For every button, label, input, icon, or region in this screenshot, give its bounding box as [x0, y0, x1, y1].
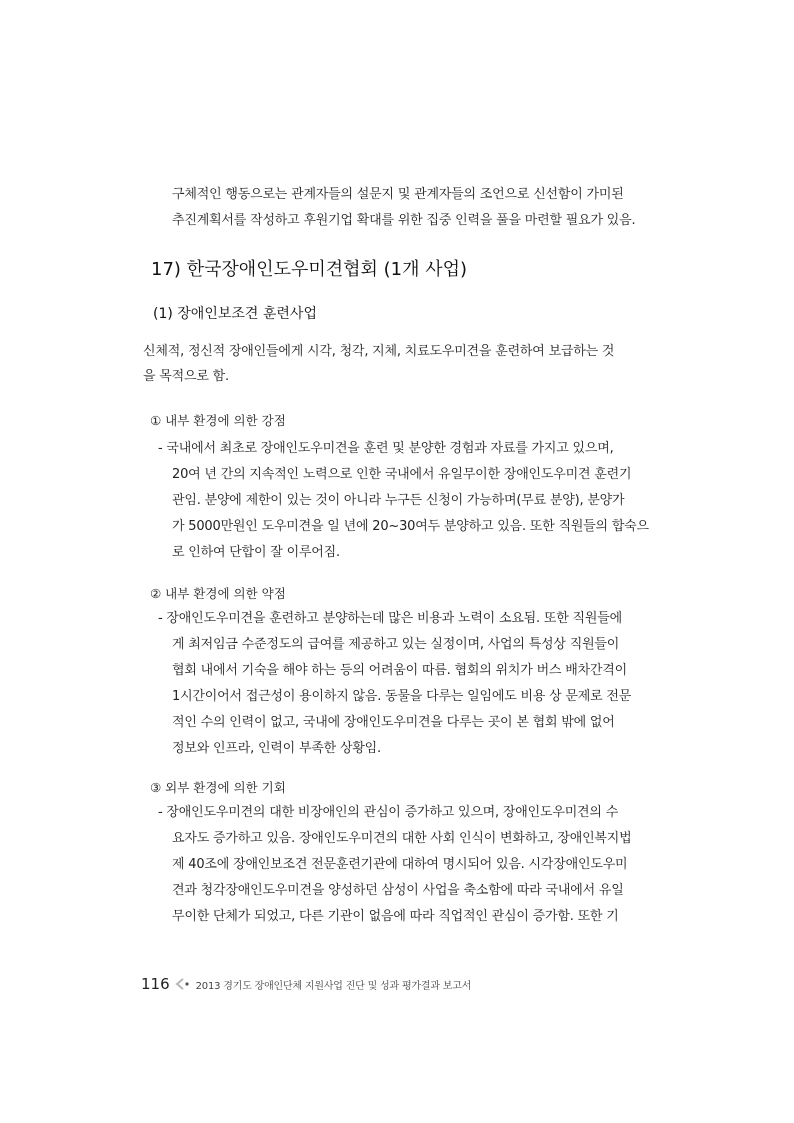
strengths-title: ① 내부 환경에 의한 강점: [150, 413, 286, 428]
weaknesses-title: ② 내부 환경에 의한 약점: [150, 586, 286, 601]
strengths-line: 가 5000만원인 도우미견을 일 년에 20~30여두 분양하고 있음. 또한 직원들의 합숙으: [172, 519, 649, 534]
weaknesses-line: 협회 내에서 기숙을 해야 하는 등의 어려움이 따름. 협회의 위치가 버스 배차간격이: [172, 663, 628, 678]
weaknesses-line: 게 최저임금 수준정도의 급여를 제공하고 있는 실정이며, 사업의 특성상 직원들이: [172, 637, 620, 652]
page-footer: [141, 973, 471, 995]
purpose-line: 신체적, 정신적 장애인들에게 시각, 청각, 지체, 치료도우미견을 훈련하여 보급하는 것: [143, 344, 615, 359]
footer-title: 2013 경기도 장애인단체 지원사업 진단 및 성과 평가결과 보고서: [195, 980, 472, 992]
strengths-line: 관임. 분양에 제한이 있는 것이 아니라 누구든 신청이 가능하며(무료 분양), 분양가: [172, 493, 625, 508]
opportunities-line: 무이한 단체가 되었고, 다른 기관이 없음에 따라 직업적인 관심이 증가함. 또한 기: [172, 909, 619, 924]
intro-line: 추진계획서를 작성하고 후원기업 확대를 위한 집중 인력을 풀을 마련할 필요가 있음.: [172, 213, 636, 228]
strengths-line: 로 인하여 단합이 잘 이루어짐.: [172, 545, 340, 560]
opportunities-title: ③ 외부 환경에 의한 기회: [150, 780, 286, 795]
purpose-line: 을 목적으로 함.: [143, 369, 229, 384]
opportunities-line: 견과 청각장애인도우미견을 양성하던 삼성이 사업을 축소함에 따라 국내에서 유일: [172, 883, 624, 898]
page-number: 116: [141, 975, 170, 993]
strengths-line: 20여 년 간의 지속적인 노력으로 인한 국내에서 유일무이한 장애인도우미견 훈련기: [172, 467, 632, 482]
weaknesses-line: 정보와 인프라, 인력이 부족한 상황임.: [172, 741, 381, 756]
section-heading: 17) 한국장애인도우미견협회 (1개 사업): [151, 259, 468, 280]
footer-ornament-icon: [174, 975, 190, 994]
weaknesses-line: 적인 수의 인력이 없고, 국내에 장애인도우미견을 다루는 곳이 본 협회 밖에 없어: [172, 715, 615, 730]
weaknesses-line: - 장애인도우미견을 훈련하고 분양하는데 많은 비용과 노력이 소요됨. 또한 직원들에: [158, 611, 622, 626]
strengths-line: - 국내에서 최초로 장애인도우미견을 훈련 및 분양한 경험과 자료를 가지고 있으며,: [158, 441, 614, 456]
opportunities-line: - 장애인도우미견의 대한 비장애인의 관심이 증가하고 있으며, 장애인도우미견의 수: [158, 805, 619, 820]
subsection-heading: (1) 장애인보조견 훈련사업: [153, 306, 317, 322]
weaknesses-line: 1시간이어서 접근성이 용이하지 않음. 동물을 다루는 일임에도 비용 상 문제로 전문: [172, 689, 632, 704]
opportunities-line: 제 40조에 장애인보조견 전문훈련기관에 대하여 명시되어 있음. 시각장애인도우미: [172, 857, 628, 872]
opportunities-line: 요자도 증가하고 있음. 장애인도우미견의 대한 사회 인식이 변화하고, 장애인복지법: [172, 831, 632, 846]
intro-line: 구체적인 행동으로는 관계자들의 설문지 및 관계자들의 조언으로 신선함이 가미된: [172, 187, 624, 202]
